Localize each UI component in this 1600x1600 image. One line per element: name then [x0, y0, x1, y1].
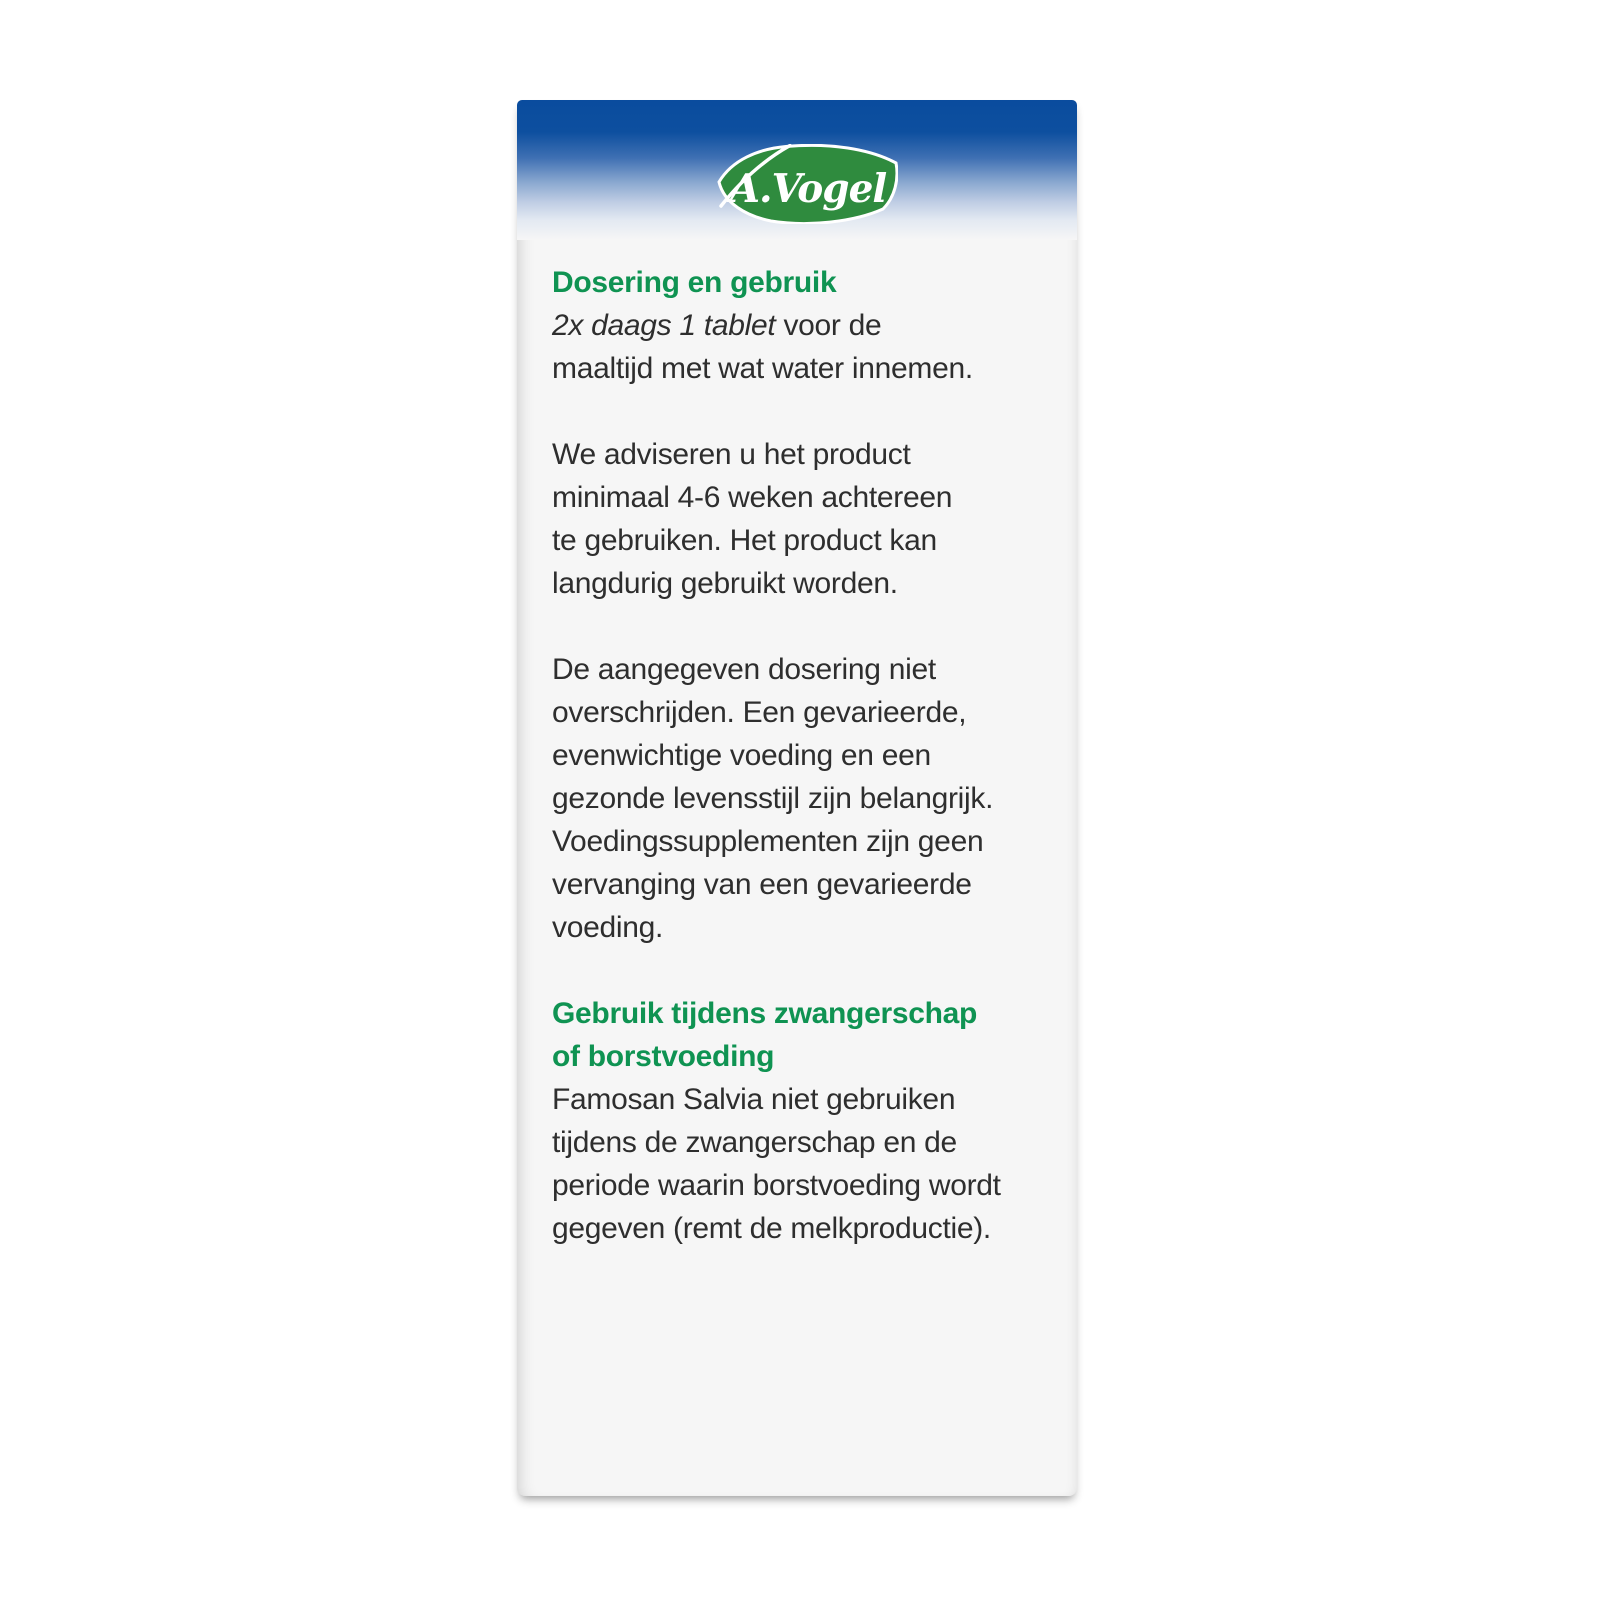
text-line: vervanging van een gevarieerde: [552, 868, 972, 901]
text-line: gegeven (remt de melkproductie).: [552, 1212, 991, 1245]
leaf-icon: [712, 144, 898, 224]
text-line: langdurig gebruikt worden.: [552, 567, 898, 600]
text-line: of borstvoeding: [552, 1040, 775, 1073]
text-line: Gebruik tijdens zwangerschap: [552, 997, 978, 1030]
text-line: maaltijd met wat water innemen.: [552, 352, 973, 385]
logo-wordmark: A.Vogel: [729, 166, 887, 212]
text-line: De aangegeven dosering niet: [552, 653, 936, 686]
avogel-logo: [712, 144, 898, 224]
text-line: evenwichtige voeding en een: [552, 739, 931, 772]
text-line: gezonde levensstijl zijn belangrijk.: [552, 782, 994, 815]
paragraph-dosage: [552, 304, 1061, 390]
text-line: We adviseren u het product: [552, 438, 911, 471]
package-side-panel: [517, 100, 1077, 1496]
text-line: [552, 309, 881, 342]
text-line: minimaal 4-6 weken achtereen: [552, 481, 953, 514]
text-line: tijdens de zwangerschap en de: [552, 1126, 957, 1159]
label-text-content: [517, 240, 1077, 1250]
heading-zwangerschap-borstvoeding: [552, 992, 1061, 1078]
paragraph-dosage-warning: [552, 648, 1061, 949]
dosage-italic-text: 2x daags 1 tablet: [552, 309, 776, 342]
text-line: voeding.: [552, 911, 664, 944]
dosage-rest-text: voor de: [775, 309, 882, 342]
paragraph-advice: [552, 433, 1061, 605]
text-line: te gebruiken. Het product kan: [552, 524, 937, 557]
paragraph-pregnancy-warning: [552, 1078, 1061, 1250]
text-line: Voedingssupplementen zijn geen: [552, 825, 984, 858]
heading-dosering-en-gebruik: Dosering en gebruik: [552, 266, 837, 299]
text-line: periode waarin borstvoeding wordt: [552, 1169, 1001, 1202]
text-line: Famosan Salvia niet gebruiken: [552, 1083, 956, 1116]
text-line: overschrijden. Een gevarieerde,: [552, 696, 967, 729]
